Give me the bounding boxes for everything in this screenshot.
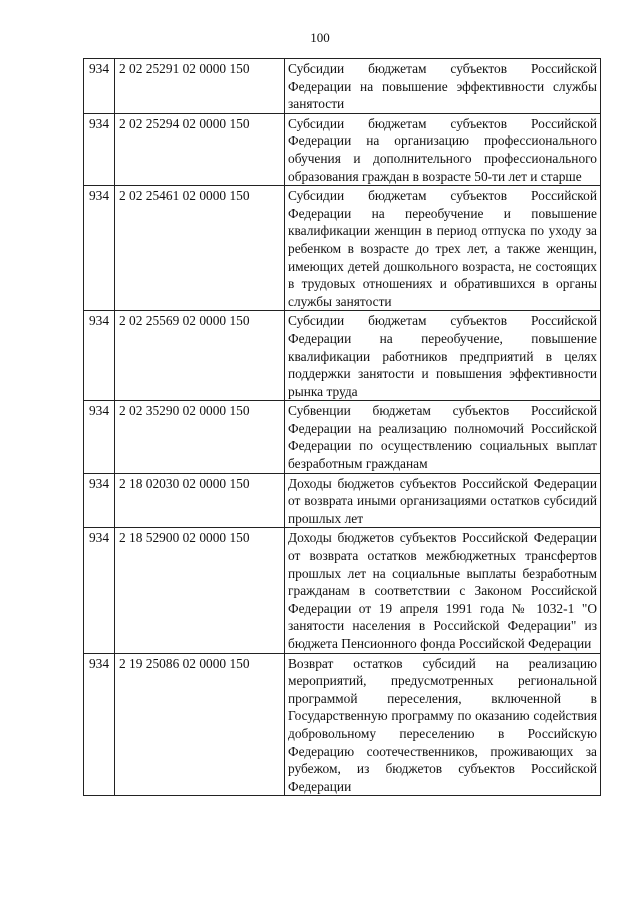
description-cell: Доходы бюджетов субъектов Российской Федерации от возврата иными организациями остатков субсидий прошлых лет bbox=[285, 473, 601, 528]
table-row bbox=[84, 311, 601, 401]
admin-code-cell: 934 bbox=[84, 473, 115, 528]
budget-code-cell: 2 18 02030 02 0000 150 bbox=[115, 473, 285, 528]
table-row bbox=[84, 59, 601, 114]
budget-code-cell: 2 02 25569 02 0000 150 bbox=[115, 311, 285, 401]
description-cell: Субсидии бюджетам субъектов Российской Федерации на переобучение, повышение квалификации работников предприятий в целях поддержки занятости и повышения эффективности рынка труда bbox=[285, 311, 601, 401]
table-row bbox=[84, 473, 601, 528]
admin-code-cell: 934 bbox=[84, 311, 115, 401]
table-row bbox=[84, 528, 601, 653]
admin-code-cell: 934 bbox=[84, 113, 115, 185]
description-cell: Субвенции бюджетам субъектов Российской Федерации на реализацию полномочий Российской Федерации по осуществлению социальных выплат безработным гражданам bbox=[285, 401, 601, 473]
admin-code-cell: 934 bbox=[84, 186, 115, 311]
description-cell: Возврат остатков субсидий на реализацию мероприятий, предусмотренных региональной программой переселения, включенной в Государственную программу по оказанию содействия добровольному переселению в Российскую Федерацию соотечественников, проживающих за рубежом, из бюджетов субъектов Российской Федерации bbox=[285, 653, 601, 796]
budget-code-cell: 2 02 25291 02 0000 150 bbox=[115, 59, 285, 114]
budget-code-cell: 2 02 25294 02 0000 150 bbox=[115, 113, 285, 185]
description-cell: Доходы бюджетов субъектов Российской Федерации от возврата остатков межбюджетных трансфертов прошлых лет на социальные выплаты безработным гражданам в соответствии с Законом Российской Федерации от 19 апреля 1991 года № 1032-1 "О занятости населения в Российской Федерации" из бюджета Пенсионного фонда Российской Федерации bbox=[285, 528, 601, 653]
description-cell: Субсидии бюджетам субъектов Российской Федерации на организацию профессионального обучения и дополнительного профессионального образования граждан в возрасте 50-ти лет и старше bbox=[285, 113, 601, 185]
admin-code-cell: 934 bbox=[84, 528, 115, 653]
description-cell: Субсидии бюджетам субъектов Российской Федерации на переобучение и повышение квалификации женщин в период отпуска по уходу за ребенком в возрасте до трех лет, а также женщин, имеющих детей дошкольного возраста, не состоящих в трудовых отношениях и обратившихся в органы службы занятости bbox=[285, 186, 601, 311]
admin-code-cell: 934 bbox=[84, 401, 115, 473]
budget-code-cell: 2 19 25086 02 0000 150 bbox=[115, 653, 285, 796]
budget-code-cell: 2 18 52900 02 0000 150 bbox=[115, 528, 285, 653]
page-number: 100 bbox=[310, 30, 330, 45]
table-row bbox=[84, 113, 601, 185]
description-cell: Субсидии бюджетам субъектов Российской Федерации на повышение эффективности службы занятости bbox=[285, 59, 601, 114]
budget-code-cell: 2 02 25461 02 0000 150 bbox=[115, 186, 285, 311]
table-row bbox=[84, 186, 601, 311]
table-row bbox=[84, 401, 601, 473]
budget-code-cell: 2 02 35290 02 0000 150 bbox=[115, 401, 285, 473]
table-row bbox=[84, 653, 601, 796]
admin-code-cell: 934 bbox=[84, 653, 115, 796]
revenue-codes-table bbox=[83, 58, 601, 796]
admin-code-cell: 934 bbox=[84, 59, 115, 114]
